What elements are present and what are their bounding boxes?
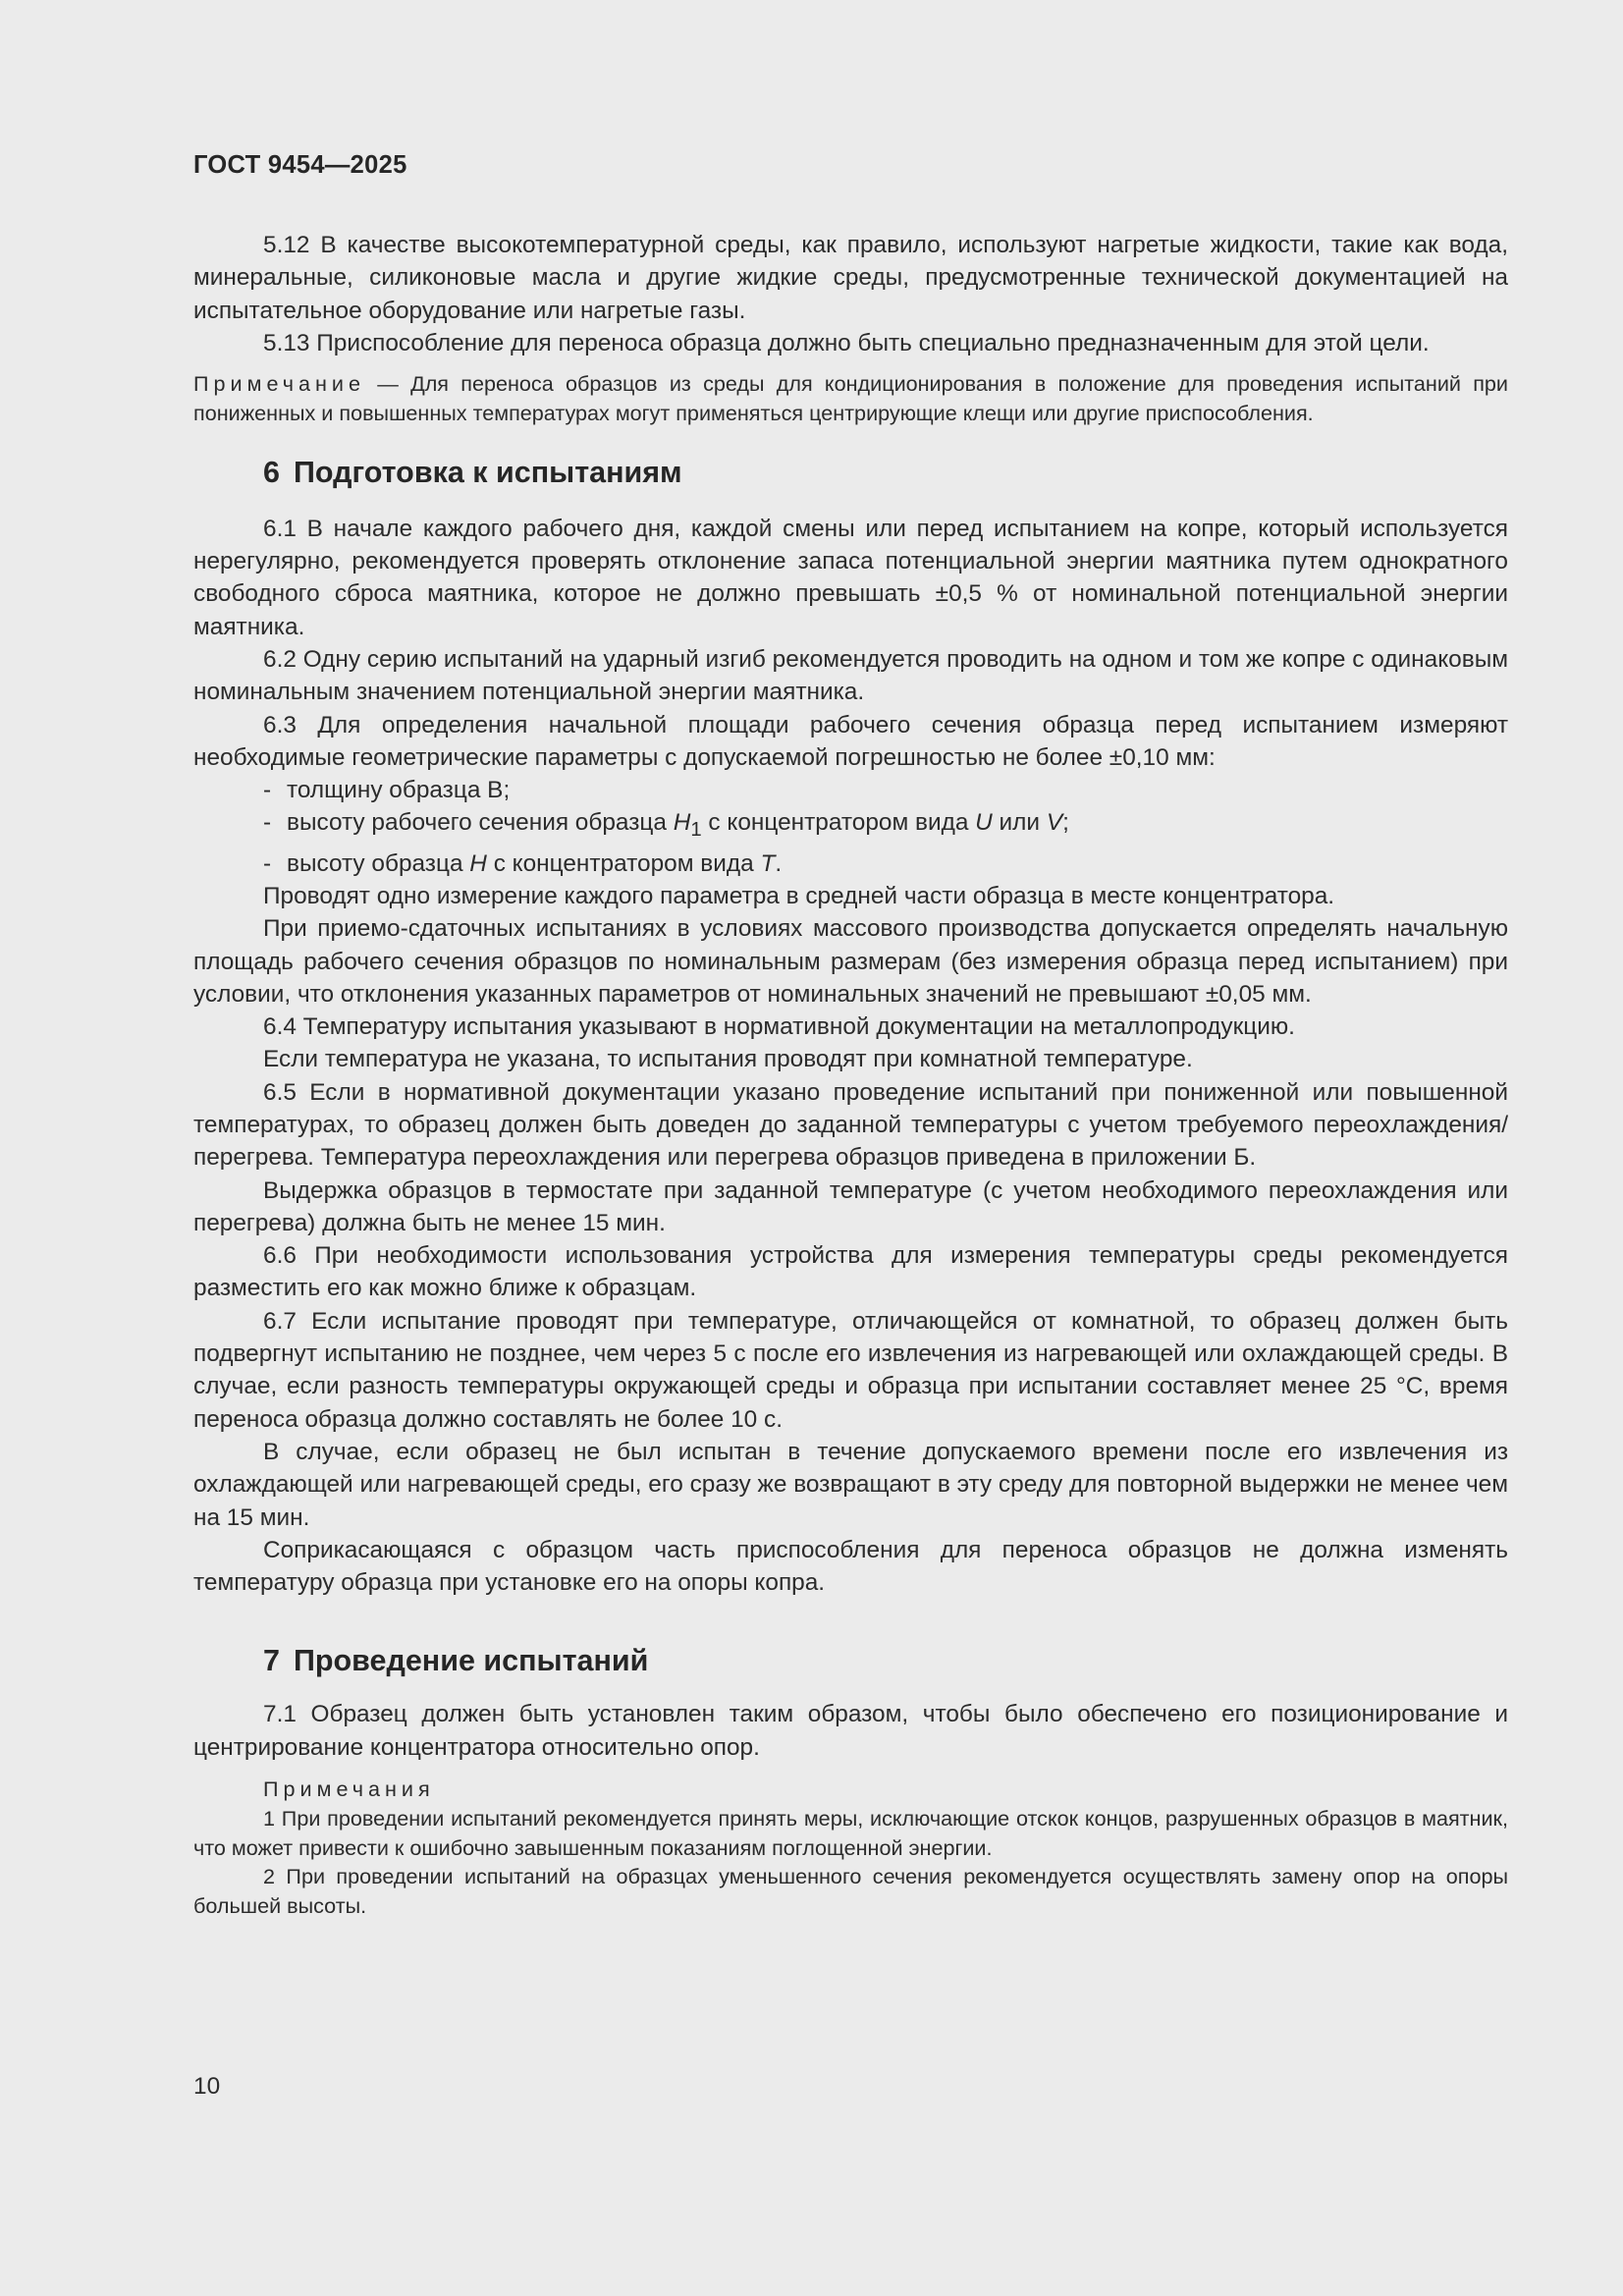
list-item-text: ; — [1062, 809, 1069, 837]
symbol-h: H — [673, 809, 691, 837]
document-header: ГОСТ 9454—2025 — [193, 151, 407, 179]
list-marker: - — [263, 777, 272, 804]
list-item-text: высоту рабочего сечения образца — [287, 809, 674, 837]
paragraph-6-7-transfer: Соприкасающаяся с образцом часть приспособления для переноса образцов не должна изменять температуру образца при установке его на опоры копра. — [193, 1536, 1508, 1597]
note-text: — Для переноса образцов из среды для кондиционирования в положение для проведения испытаний при пониженных и повышенных температурах могут применяться центрирующие клещи или другие приспособления. — [193, 371, 1508, 425]
note-7-1: 1 При проведении испытаний рекомендуется принять меры, исключающие отскок концов, разрушенных образцов в маятник, что может привести к ошибочно завышенным показаниям поглощенной энергии. — [193, 1805, 1508, 1860]
list-item-height — [193, 847, 1508, 880]
paragraph-6-1: 6.1 В начале каждого рабочего дня, каждой смены или перед испытанием на копре, который используется нерегулярно, рекомендуется проверять отклонение запаса потенциальной энергии маятника путем однократного свободного сброса маятника, которое не должно превышать ±0,5 % от номинальной потенциальной энергии маятника. — [193, 515, 1508, 640]
paragraph-6-5-holding: Выдержка образцов в термостате при заданной температуре (с учетом необходимого переохлаждения или перегрева) должна быть не менее 15 мин. — [193, 1176, 1508, 1236]
paragraph-6-3-measure: Проводят одно измерение каждого параметра в средней части образца в месте концентратора. — [263, 882, 1335, 909]
section-7-title: Проведение испытаний — [293, 1644, 649, 1678]
list-item-text: высоту образца — [287, 849, 470, 877]
symbol-t: T — [760, 849, 776, 877]
paragraph-6-3-acceptance: При приемо-сдаточных испытаниях в условиях массового производства допускается определять начальную площадь рабочего сечения образцов по номинальным размерам (без измерения образца перед испытанием) при условии, что отклонения указанных параметров от номинальных значений не превышают ±0,05 мм. — [193, 915, 1508, 1008]
section-6-title: Подготовка к испытаниям — [293, 455, 682, 489]
page-content — [193, 147, 1508, 1921]
paragraph-6-2: 6.2 Одну серию испытаний на ударный изгиб рекомендуется проводить на одном и том же копре с одинаковым номинальным значением потенциальной энергии маятника. — [193, 645, 1508, 706]
paragraph-5-13: 5.13 Приспособление для переноса образца должно быть специально предназначенным для этой цели. — [263, 329, 1430, 356]
paragraph-6-4-room-temp: Если температура не указана, то испытания проводят при комнатной температуре. — [263, 1046, 1193, 1073]
list-marker: - — [263, 849, 272, 877]
list-item-text: . — [775, 849, 783, 877]
section-7-number: 7 — [263, 1644, 280, 1678]
list-item-text: толщину образца B; — [287, 777, 511, 804]
list-marker: - — [263, 809, 272, 837]
paragraph-6-7-retest: В случае, если образец не был испытан в течение допускаемого времени после его извлечения из охлаждающей или нагревающей среды, его сразу же возвращают в эту среду для повторной выдержки не менее чем на 15 мин. — [193, 1438, 1508, 1531]
paragraph-6-4: 6.4 Температуру испытания указывают в нормативной документации на металлопродукцию. — [263, 1013, 1295, 1041]
paragraph-6-6: 6.6 При необходимости использования устройства для измерения температуры среды рекомендуется разместить его как можно ближе к образцам. — [193, 1242, 1508, 1302]
note-7-2: 2 При проведении испытаний на образцах уменьшенного сечения рекомендуется осуществлять замену опор на опоры большей высоты. — [193, 1864, 1508, 1919]
subscript-1: 1 — [690, 819, 702, 842]
list-item-working-height — [193, 806, 1508, 847]
symbol-h: H — [469, 849, 487, 877]
symbol-u: U — [975, 809, 993, 837]
section-6-heading — [193, 452, 1508, 493]
section-7-heading — [193, 1640, 1508, 1681]
notes-title: Примечания — [263, 1777, 435, 1802]
paragraph-5-12: 5.12 В качестве высокотемпературной среды, как правило, используют нагретые жидкости, такие как вода, минеральные, силиконовые масла и другие жидкие среды, предусмотренные технической документацией на испытательное оборудование или нагретые газы. — [193, 232, 1508, 324]
symbol-v: V — [1046, 809, 1063, 837]
paragraph-7-1: 7.1 Образец должен быть установлен таким образом, чтобы было обеспечено его позиционирование и центрирование концентратора относительно опор. — [193, 1701, 1508, 1761]
list-item-thickness — [193, 774, 1508, 806]
note-label: Примечание — [193, 371, 365, 397]
paragraph-6-5: 6.5 Если в нормативной документации указано проведение испытаний при пониженной или повышенной температурах, то образец должен быть доведен до заданной температуры с учетом требуемого переохлаждения/перегрева. Температура переохлаждения или перегрева образцов приведена в приложении Б. — [193, 1078, 1508, 1172]
page-number: 10 — [193, 2073, 221, 2100]
list-item-text: с концентратором вида — [701, 809, 976, 837]
section-6-number: 6 — [263, 455, 280, 489]
list-item-text: или — [992, 809, 1047, 837]
paragraph-6-3: 6.3 Для определения начальной площади рабочего сечения образца перед испытанием измеряют необходимые геометрические параметры с допускаемой погрешностью не более ±0,10 мм: — [193, 711, 1508, 771]
list-item-text: с концентратором вида — [486, 849, 761, 877]
paragraph-6-7: 6.7 Если испытание проводят при температуре, отличающейся от комнатной, то образец должен быть подвергнут испытанию не позднее, чем через 5 с после его извлечения из нагревающей или охлаждающей среды. В случае, если разность температуры окружающей среды и образца при испытании составляет менее 25 °С, время переноса образца должно составлять не более 10 с. — [193, 1307, 1508, 1433]
note-5-13 — [193, 369, 1508, 428]
